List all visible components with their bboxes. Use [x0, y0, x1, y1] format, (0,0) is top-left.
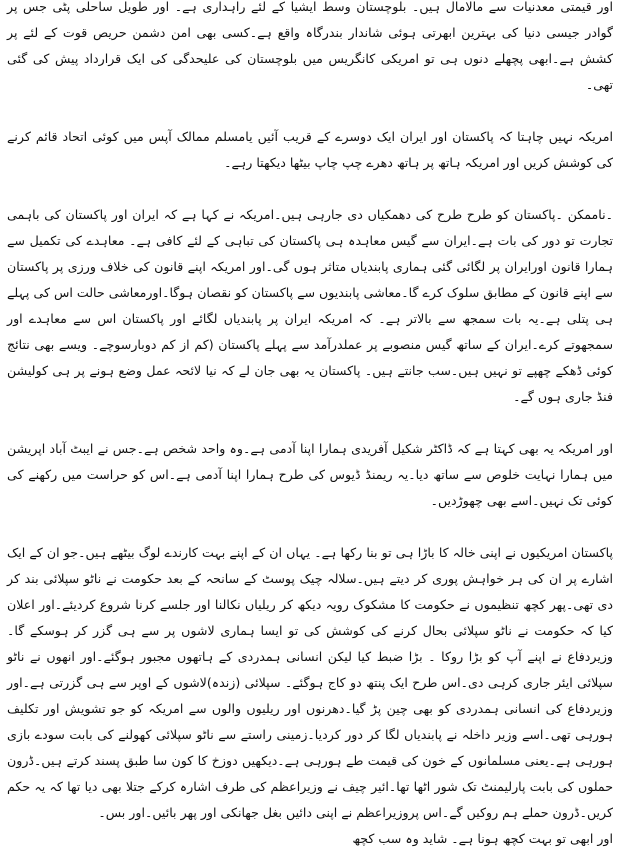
- paragraph-balochistan: اور قیمتی معدنیات سے مالامال ہیں۔ بلوچستان وسط ایشیا کے لئے راہداری ہے۔ اور طویل ساحلی پٹی جس پر گوادر جیسی دنیا کی بہترین ابھرتی ہوئی شاندار بندرگاہ واقع ہے۔کسی بھی امن دشمن حریص قوت کے لئے پر کشش ہے۔ابھی پچھلے دنوں ہی تو امریکی کانگریس میں بلوچستان کی علیحدگی کی ایک قرارداد پیش کی گئی تھی۔: [7, 0, 613, 92]
- paragraph-gas-agreement: ۔ناممکن ۔پاکستان کو طرح طرح کی دھمکیاں دی جارہی ہیں۔امریکہ نے کہا ہے کہ ایران اور پاکستان کی باہمی تجارت تو دور کی بات ہے۔ایران سے گیس معاہدہ ہی پاکستان کی تباہی کے لئے کافی ہے۔ معاہدے کی تکمیل سے ہمارا قانون اورایران پر لگائی گئی ہماری پابندیاں متاثر ہوں گی۔اور امریکہ اپنے قانون کی خلاف ورزی پر پاکستان سے اپنے قانون کے مطابق سلوک کرے گا۔معاشی پابندیوں سے پاکستان کو نقصان ہوگا۔اورمعاشی حالت اس کی پہلے ہی پتلی ہے۔یہ بات سمجھ سے بالاتر ہے۔ کہ امریکہ ایران پر پابندیاں لگائے اور پاکستان اس سے معاہدے اور سمجھوتے کرے۔ایران کے ساتھ گیس منصوبے پر عملدرآمد سے پہلے پاکستان (کم از کم دوبارسوچے۔ ویسے بھی نتائج کوئی ڈھکے چھپے تو نہیں ہیں۔سب جانتے ہیں۔ پاکستان یہ بھی جان لے کہ نیا لائحہ عمل وضع ہونے پر ہی کولیشن فنڈ جاری ہوں گے۔: [7, 207, 613, 404]
- paragraph-nato-supply: پاکستان امریکیوں نے اپنی خالہ کا باڑا ہی تو بنا رکھا ہے۔ یہاں ان کے اپنے بہت کارندے لوگ بیٹھے ہیں۔جو ان کے ایک اشارے پر ان کی ہر خواہش پوری کر دیتے ہیں۔سلالہ چیک پوسٹ کے سانحہ کے بعد حکومت نے ناٹو سپلائی بند کر دی تھی۔پھر کچھ تنظیموں نے حکومت کا مشکوک رویہ دیکھ کر ریلیاں نکالنا اور جلسے کرنا شروع کردیئے۔اور اعلان کیا کہ حکومت نے ناٹو سپلائی بحال کرنے کی کوشش کی تو ایسا ہماری لاشوں پر سے ہی گزر کر ہوسکے گا۔وزیردفاع نے اپنے آپ کو بڑا روکا ۔ بڑا ضبط کیا لیکن انسانی ہمدردی کے ہاتھوں مجبور ہوگئے۔اور انھوں نے ناٹو سپلائی ایئر جاری کرہی دی۔اس طرح ایک پنتھ دو کاج ہوگئے۔ سپلائی (زندہ)لاشوں کے اوپر سے ہی گزرتی ہے۔اور وزیردفاع کی انسانی ہمدردی کو بھی چین پڑ گیا۔دھرنوں اور ریلیوں والوں سے امریکہ کو جو تشویش اور تکلیف ہورہی تھی۔اسے وزیر داخلہ نے پابندیاں لگا کر دور کردیا۔زمینی راستے سے ناٹو سپلائی کھولنے کی بابت سودے بازی ہورہی ہے۔یعنی مسلمانوں کے خون کی قیمت طے ہورہی ہے۔دیکھیں دوزخ کا کون سا طبق پسند کرتے ہیں۔ڈرون حملوں کی بابت پارلیمنٹ تک شور اٹھا تھا۔ائیر چیف نے وزیراعظم کی طرف اشارہ کرکے جتلا بھی دیا تھا کہ یہ حکم کریں۔ڈرون حملے ہم روکیں گے۔اس پروزیراعظم نے اپنی دائیں بغل جھانکی اور پھر بائیں۔اور بس۔: [7, 545, 613, 820]
- paragraph-shakil-afridi: اور امریکہ یہ بھی کہتا ہے کہ ڈاکٹر شکیل آفریدی ہمارا اپنا آدمی ہے۔وہ واحد شخص ہے۔جس نے ایبٹ آباد اپریشن میں ہمارا نہایت خلوص سے ساتھ دیا۔یہ ریمنڈ ڈیوس کی طرح ہمارا اپنا آدمی ہے۔اس کو حراست میں رکھنے کی کوئی تک نہیں۔اسے بھی چھوڑدیں۔: [7, 441, 613, 508]
- paragraph-america-iran: امریکہ نہیں چاہتا کہ پاکستان اور ایران ایک دوسرے کے قریب آئیں یامسلم ممالک آپس میں کوئی اتحاد قائم کرنے کی کوشش کریں اور امریکہ ہاتھ پر ہاتھ دھرے چپ چاپ بیٹھا دیکھتا رہے۔: [7, 129, 613, 170]
- paragraph-cutoff: اور ابھی تو بہت کچھ ہونا ہے۔ شاید وہ سب کچھ: [352, 831, 613, 846]
